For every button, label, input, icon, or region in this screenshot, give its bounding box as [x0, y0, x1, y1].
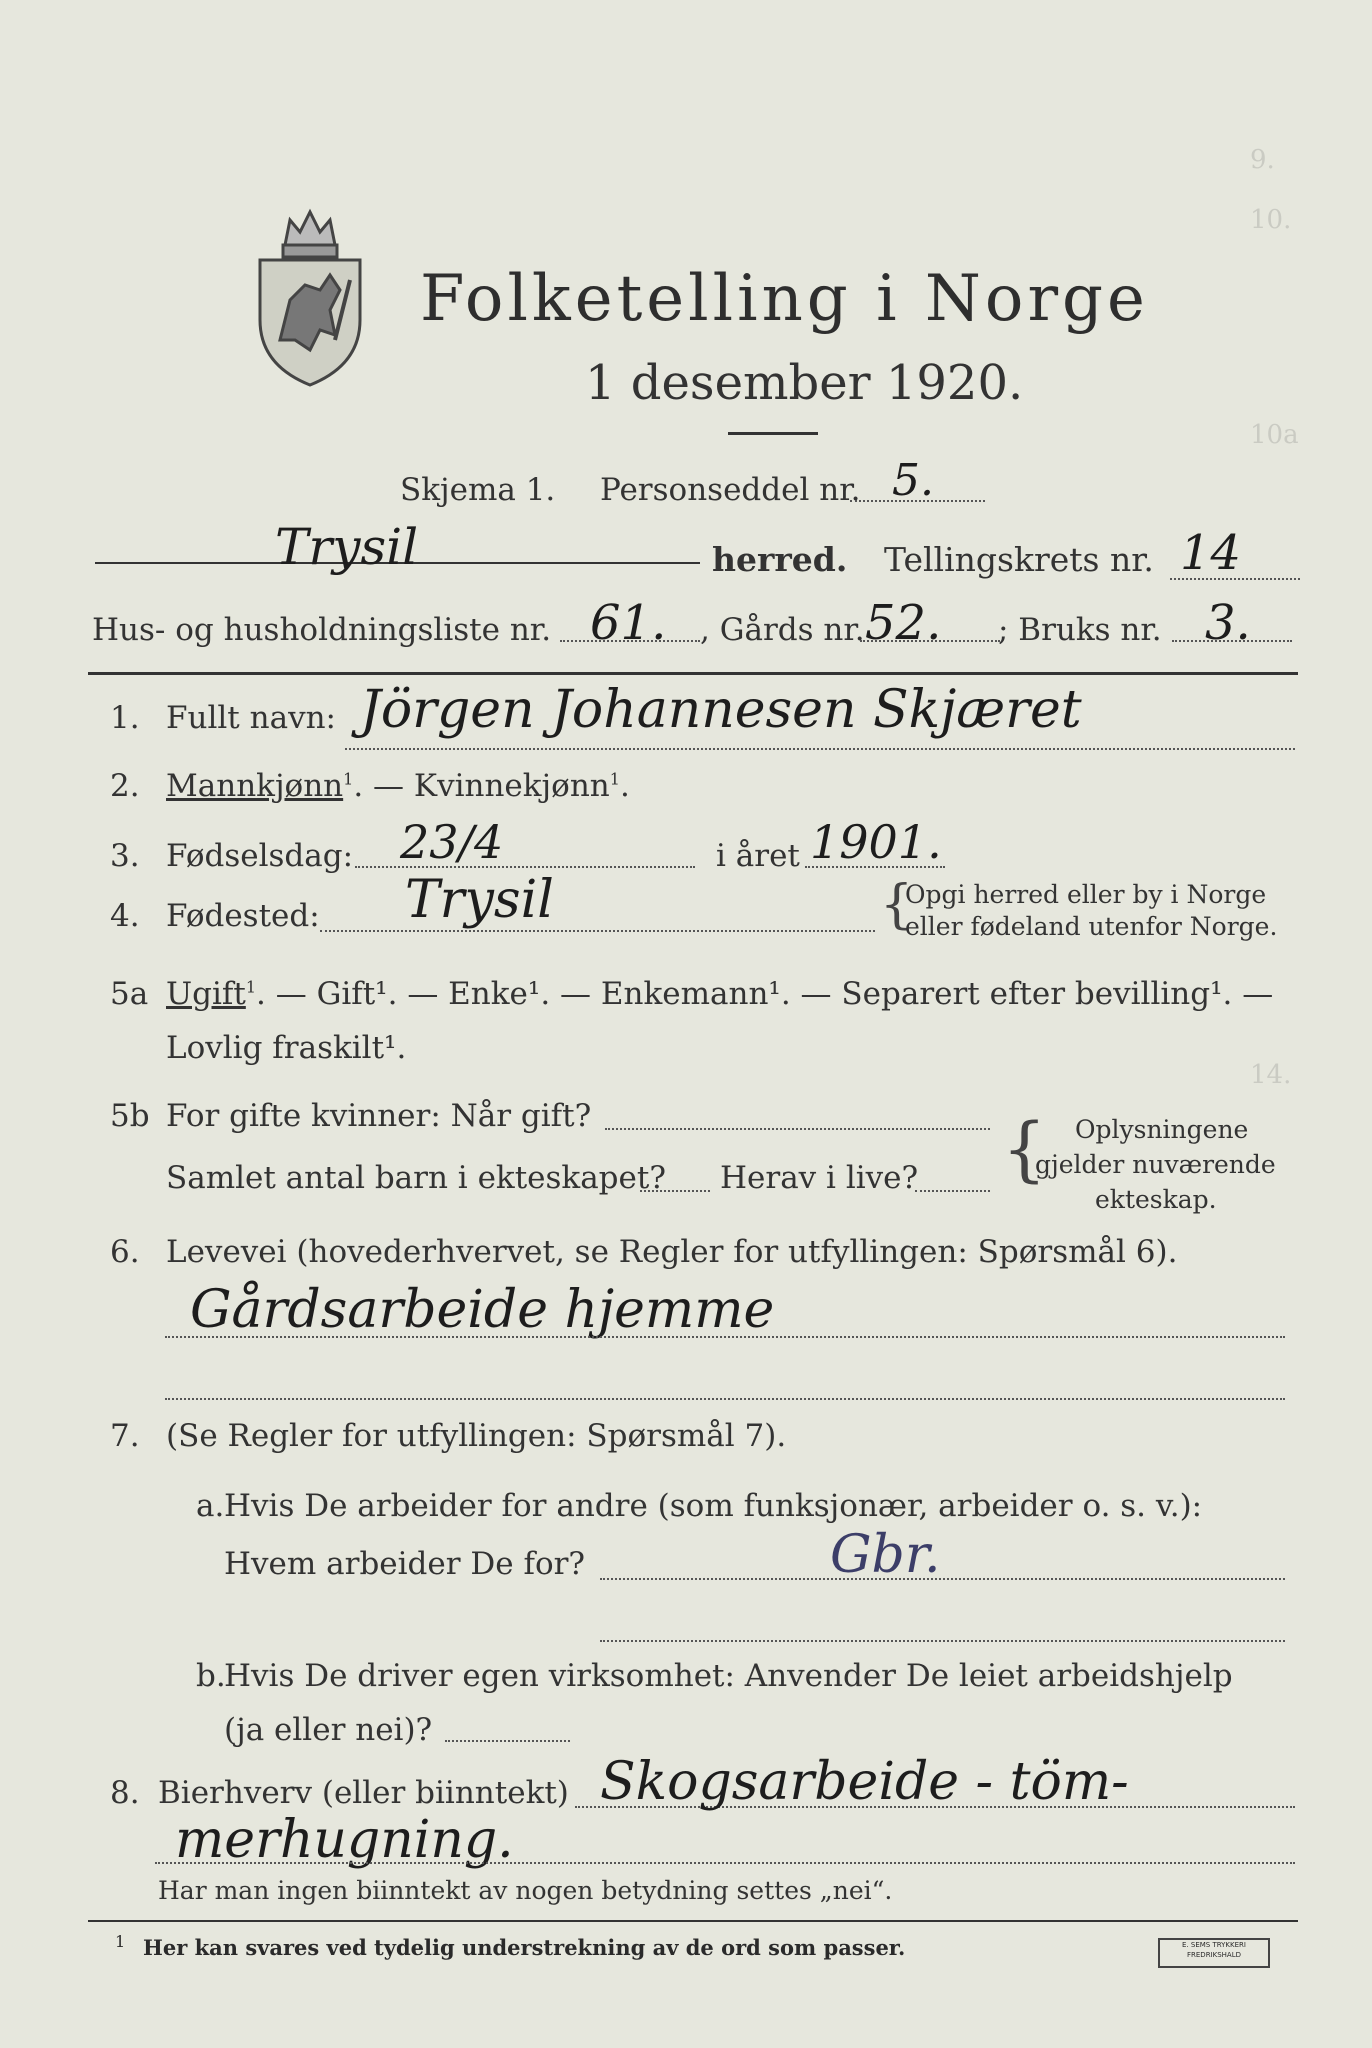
section-divider — [88, 672, 1298, 675]
q5b-note-line1: Oplysningene — [1075, 1115, 1249, 1144]
title-divider — [728, 432, 818, 435]
husliste-label: Hus- og husholdningsliste nr. — [92, 612, 552, 648]
q7b-line — [445, 1740, 570, 1742]
q4-note-line2: eller fødeland utenfor Norge. — [905, 912, 1278, 941]
q7a-line — [600, 1578, 1285, 1580]
herred-label: herred. — [712, 540, 848, 579]
q4-note-brace: { — [880, 875, 914, 935]
bleed-through-text: 10a — [1250, 420, 1299, 450]
gards-value: 52. — [865, 595, 942, 651]
q5a-marital-options: Ugift$^1$. — Gift¹. — Enke¹. — Enkemann¹. — Separert efter bevilling¹. — — [166, 976, 1274, 1012]
q2-number: 2. — [110, 768, 140, 804]
q2-kvinne-option: Kvinnekjønn — [413, 768, 610, 804]
personseddel-label: Personseddel nr. — [600, 472, 861, 508]
printer-stamp-line2: FREDRIKSHALD — [1186, 1951, 1241, 1959]
q1-line — [345, 748, 1295, 750]
q1-label: Fullt navn: — [166, 700, 336, 736]
q8-label: Bierhverv (eller biinntekt) — [158, 1775, 569, 1811]
q7a-line2 — [600, 1640, 1285, 1642]
q5b-number: 5b — [110, 1098, 150, 1134]
q7a-employer-value: Gbr. — [830, 1525, 941, 1585]
q8-note: Har man ingen biinntekt av nogen betydning settes „nei“. — [158, 1876, 893, 1905]
q4-birthplace-value: Trysil — [405, 870, 554, 930]
q5b-note-line3: ekteskap. — [1095, 1185, 1217, 1214]
footnote-mark: 1 — [115, 1932, 126, 1951]
bleed-through-text: 9. — [1250, 145, 1275, 175]
tellingskrets-value: 14 — [1180, 525, 1242, 581]
q7a-number: a. — [196, 1488, 225, 1524]
q7b-number: b. — [196, 1658, 226, 1694]
q5b-label1: For gifte kvinner: Når gift? — [166, 1098, 592, 1134]
q4-note-line1: Opgi herred eller by i Norge — [905, 880, 1267, 909]
q2-gender-options: Mannkjønn$^1$. — Kvinnekjønn$^1$. — [166, 768, 630, 804]
q1-number: 1. — [110, 700, 140, 736]
footnote-text: Her kan svares ved tydelig understrekning av de ord som passer. — [143, 1935, 906, 1960]
husliste-value: 61. — [590, 595, 667, 651]
q5b-label3: Herav i live? — [720, 1160, 919, 1196]
q5b-note-brace: { — [1002, 1108, 1047, 1190]
printer-stamp — [1158, 1938, 1270, 1968]
gards-label: , Gårds nr. — [700, 612, 865, 648]
q5b-alive-line — [915, 1190, 990, 1192]
census-date: 1 desember 1920. — [585, 355, 1024, 411]
q5a-ugift-option: Ugift — [166, 976, 246, 1012]
herred-value: Trysil — [275, 518, 419, 576]
q8-number: 8. — [110, 1775, 140, 1811]
q5a-number: 5a — [110, 976, 149, 1012]
q3-label: Fødselsdag: — [166, 838, 354, 874]
q4-number: 4. — [110, 898, 140, 934]
q6-label: Levevei (hovederhvervet, se Regler for utfyllingen: Spørsmål 6). — [166, 1234, 1178, 1270]
q8-side-income-value1: Skogsarbeide - töm- — [600, 1752, 1129, 1812]
q5b-label2: Samlet antal barn i ekteskapet? — [166, 1160, 666, 1196]
q6-line2 — [165, 1398, 1285, 1400]
q7-number: 7. — [110, 1418, 140, 1454]
footnote-divider — [88, 1920, 1298, 1922]
q6-number: 6. — [110, 1234, 140, 1270]
q7a-question: Hvem arbeider De for? — [224, 1546, 586, 1582]
skjema-label: Skjema 1. — [400, 472, 556, 508]
q3-year-label: i året — [716, 838, 800, 874]
q7b-question: (ja eller nei)? — [224, 1712, 433, 1748]
bleed-through-text: 14. — [1250, 1060, 1292, 1090]
tellingskrets-label: Tellingskrets nr. — [884, 540, 1154, 579]
q8-side-income-value2: merhugning. — [175, 1810, 514, 1870]
q6-line1 — [165, 1336, 1285, 1338]
printer-stamp-line1: E. SEMS TRYKKERI — [1182, 1941, 1246, 1949]
bruks-value: 3. — [1205, 595, 1251, 651]
q7b-label: Hvis De driver egen virksomhet: Anvender De leiet arbeidshjelp — [224, 1658, 1233, 1694]
q4-label: Fødested: — [166, 898, 320, 934]
q8-line2 — [155, 1862, 1295, 1864]
q5b-children-line — [640, 1190, 710, 1192]
bruks-label: ; Bruks nr. — [998, 612, 1162, 648]
norway-coat-of-arms-icon — [250, 190, 370, 390]
q6-occupation-value: Gårdsarbeide hjemme — [190, 1280, 775, 1340]
q5b-note-line2: gjelder nuværende — [1035, 1150, 1276, 1179]
q3-number: 3. — [110, 838, 140, 874]
q5b-married-line — [605, 1128, 990, 1130]
form-title: Folketelling i Norge — [420, 262, 1149, 336]
personseddel-value: 5. — [892, 455, 934, 506]
bleed-through-text: 10. — [1250, 205, 1292, 235]
q2-mann-option: Mannkjønn — [166, 768, 344, 804]
q4-line — [320, 930, 875, 932]
q3-birthday-value: 23/4 — [400, 815, 504, 869]
q7a-label: Hvis De arbeider for andre (som funksjonær, arbeider o. s. v.): — [224, 1488, 1203, 1524]
q3-year-value: 1901. — [810, 815, 942, 869]
q1-full-name-value: Jörgen Johannesen Skjæret — [360, 680, 1082, 740]
q5a-line2: Lovlig fraskilt¹. — [166, 1030, 407, 1066]
q7-label: (Se Regler for utfyllingen: Spørsmål 7). — [166, 1418, 787, 1454]
